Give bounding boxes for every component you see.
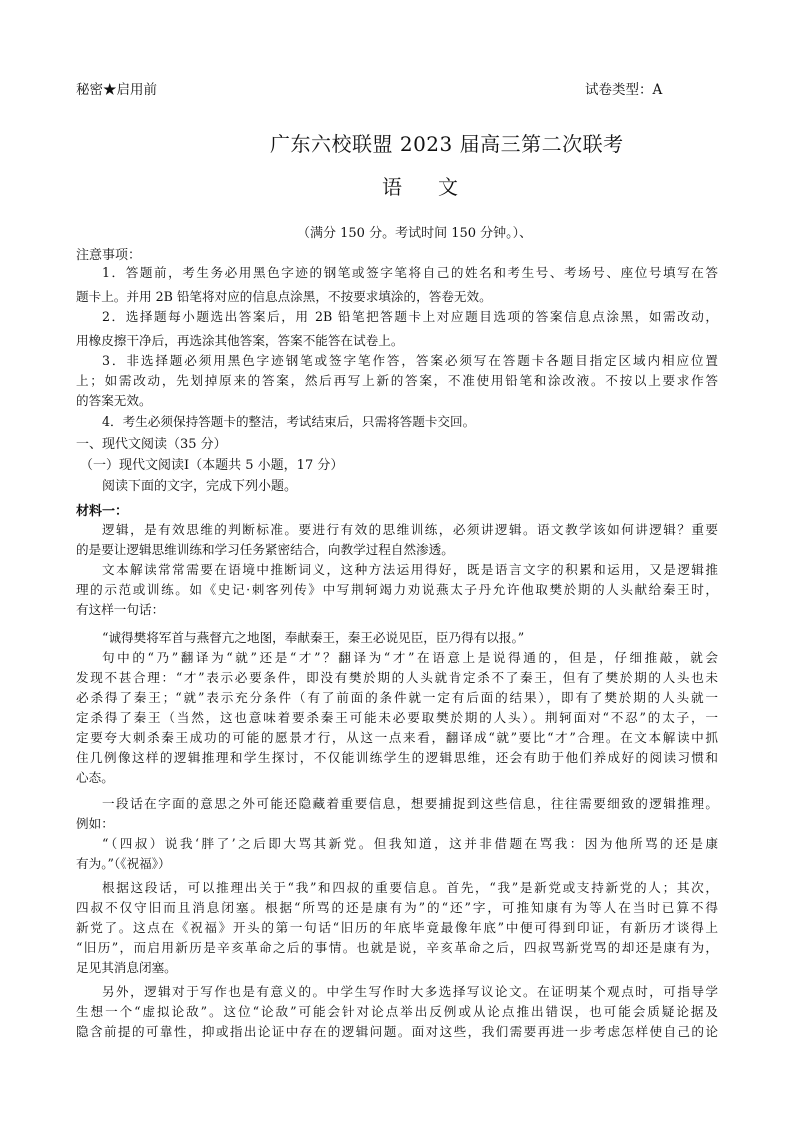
- body-line: 足见其消息闭塞。: [76, 960, 177, 975]
- notice-line: 3．非选择题必须用黑色字迹钢笔或签字笔作答，答案必须写在答题卡各题目指定区域内相应位置: [102, 353, 718, 368]
- body-line: 生想一个“虚拟论敌”。这位“论敌”可能会针对论点举出反例或从论点推出错误，也可能会质疑论据及: [76, 1004, 718, 1019]
- body-line: “诚得樊将军首与燕督亢之地图，奉献秦王，秦王必说见臣，臣乃得有以报。”: [102, 630, 525, 645]
- body-line: 心态。: [76, 770, 114, 785]
- body-line: 理的示范或训练。如《史记·刺客列传》中写荆轲竭力劝说燕太子丹允许他取樊於期的人头献给秦王时，: [76, 582, 718, 597]
- body-line: 隐含前提的可靠性，抑或指出论证中存在的逻辑问题。面对这些，我们需要再进一步考虑怎样使自己的论: [76, 1024, 718, 1039]
- body-line: 另外，逻辑对于写作也是有意义的。中学生写作时大多选择写议论文。在证明某个观点时，可指导学: [102, 984, 718, 999]
- notice-line: 上；如需改动，先划掉原来的答案，然后再写上新的答案，不准使用铅笔和涂改液。不按以上要求作答: [76, 373, 718, 388]
- body-line: 必杀得了秦王；“就”表示充分条件（有了前面的条件就一定有后面的结果），即有了樊於期的人头就一: [76, 690, 718, 705]
- subject-title: 语 文: [382, 175, 466, 199]
- body-line: 一段话在字面的意思之外可能还隐藏着重要信息，想要捕捉到这些信息，往往需要细致的逻辑推理。: [102, 796, 718, 811]
- body-line: 四叔不仅守旧而且消息闭塞。根据“所骂的还是康有为”的“还”字，可推知康有为等人在当时已算不得: [76, 900, 718, 915]
- material-label: 材料一：: [76, 504, 129, 519]
- notice-line: 题卡上。并用 2B 铅笔将对应的信息点涂黑，不按要求填涂的，答卷无效。: [76, 289, 492, 304]
- paper-type-label: 试卷类型：A: [585, 82, 663, 98]
- exam-meta: （满分 150 分。考试时间 150 分钟。）、: [297, 226, 533, 241]
- notice-line: 的答案无效。: [76, 393, 152, 408]
- body-line: “旧历”，而启用新历是辛亥革命之后的事情。也就是说，辛亥革命之后，四叔骂新党骂的却还是康有为，: [76, 940, 718, 955]
- notice-heading: 注意事项：: [76, 248, 142, 263]
- body-line: 的是要让逻辑思维训练和学习任务紧密结合，向教学过程自然渗透。: [76, 542, 454, 557]
- notice-line: 4．考生必须保持答题卡的整洁，考试结束后，只需将答题卡交回。: [102, 414, 476, 429]
- reading-instruction: 阅读下面的文字，完成下列小题。: [102, 479, 298, 494]
- notice-line: 用橡皮擦干净后，再选涂其他答案，答案不能答在试卷上。: [76, 333, 404, 348]
- body-line: 例如：: [76, 816, 114, 831]
- body-line: “（四叔）说我‘胖了’之后即大骂其新党。但我知道，这并非借题在骂我：因为他所骂的还是康: [102, 836, 718, 851]
- body-line: 文本解读常常需要在语境中推断词义，这种方法运用得好，既是语言文字的积累和运用，又是逻辑推: [102, 562, 718, 577]
- body-line: 定杀得了秦王（当然，这也意味着要杀秦王可能未必要取樊於期的人头）。荆轲面对“不忍”的太子，一: [76, 710, 718, 725]
- body-line: 句中的“乃”翻译为“就”还是“才”？翻译为“才”在语意上是说得通的，但是，仔细推敲，就会: [102, 650, 718, 665]
- notice-line: 2．选择题每小题选出答案后，用 2B 铅笔把答题卡上对应题目选项的答案信息点涂黑，如需改动，: [102, 309, 718, 324]
- body-line: 定要夸大刺杀秦王成功的可能的愿景才行，从这一点来看，翻译成“就”要比“才”合理。在文本解读中抓: [76, 730, 718, 745]
- body-line: 住几例像这样的逻辑推理和学生探讨，不仅能训练学生的逻辑思维，还会有助于他们养成好的阅读习惯和: [76, 750, 718, 765]
- body-line: 根据这段话，可以推理出关于“我”和四叔的重要信息。首先，“我”是新党或支持新党的人；其次，: [102, 880, 718, 895]
- body-line: 新党了。这点在《祝福》开头的第一句话“旧历的年底毕竟最像年底”中便可得到印证，有新历才谈得上: [76, 920, 718, 935]
- body-line: 发现不甚合理：“才”表示必要条件，即没有樊於期的人头就肯定杀不了秦王，但有了樊於期的人头也未: [76, 670, 718, 685]
- confidential-label: 秘密★启用前: [76, 82, 157, 98]
- notice-line: 1．答题前，考生务必用黑色字迹的钢笔或签字笔将自己的姓名和考生号、考场号、座位号填写在答: [102, 265, 718, 280]
- exam-title: 广东六校联盟 2023 届高三第二次联考: [270, 132, 624, 156]
- part-one-sub-heading: （一）现代文阅读Ⅰ（本题共 5 小题，17 分）: [80, 458, 344, 473]
- part-one-heading: 一、现代文阅读（35 分）: [76, 437, 227, 452]
- body-line: 有为。”（《祝福》）: [76, 856, 171, 871]
- body-line: 逻辑，是有效思维的判断标准。要进行有效的思维训练，必须讲逻辑。语文教学该如何讲逻辑？重要: [102, 522, 718, 537]
- body-line: 有这样一句话：: [76, 602, 165, 617]
